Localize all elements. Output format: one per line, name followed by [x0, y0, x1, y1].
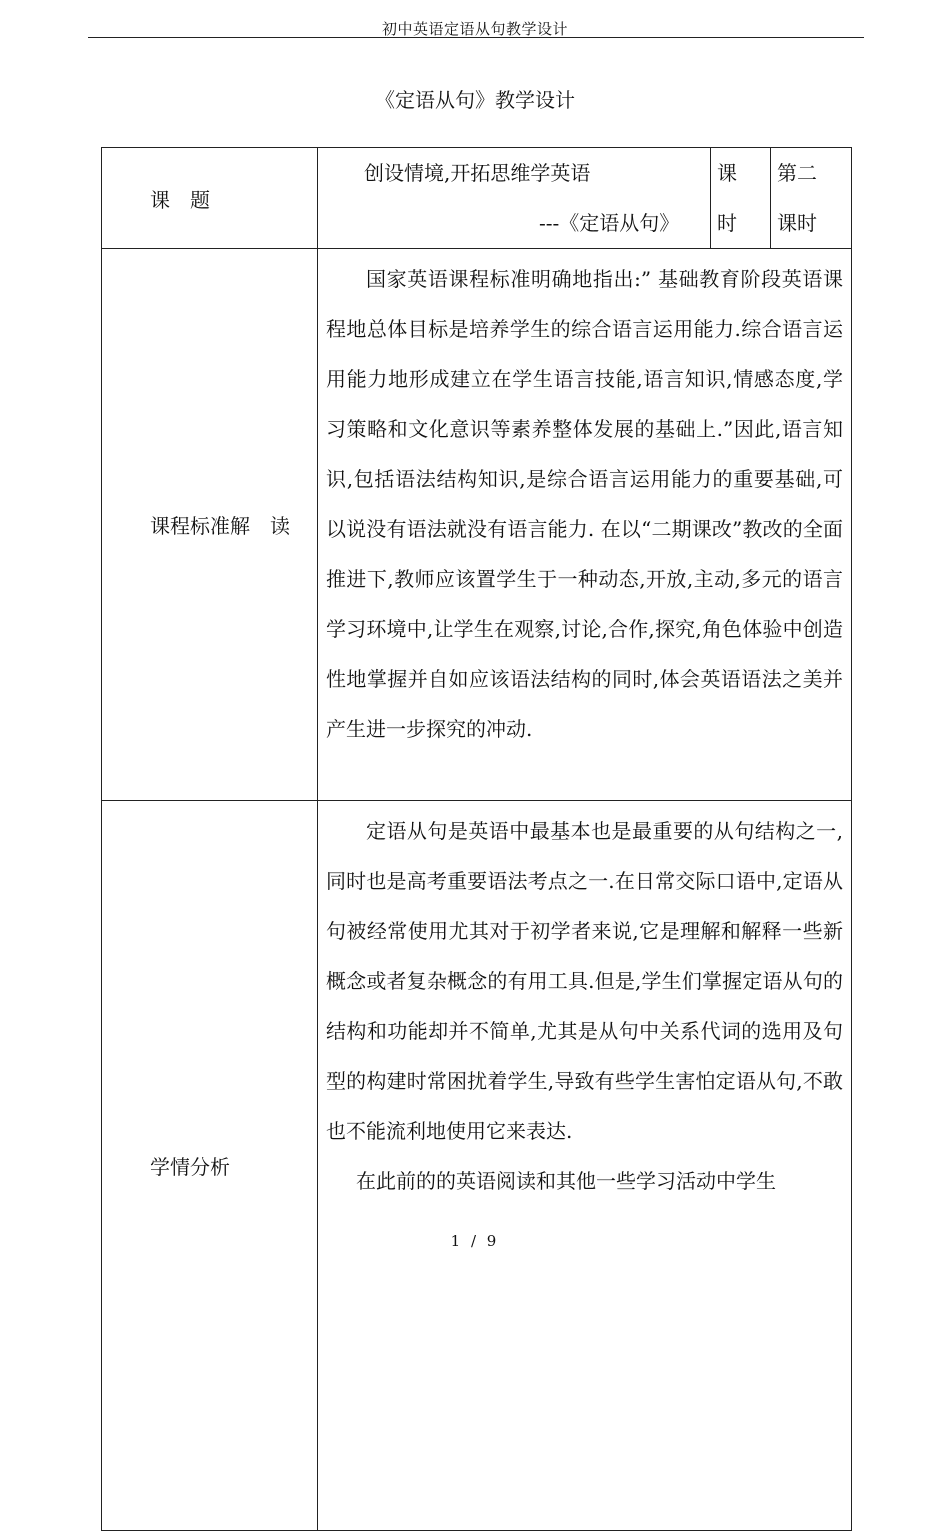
page-number: 1 / 9 — [450, 1232, 500, 1250]
topic-cell — [318, 148, 711, 249]
period-value-bottom: 课时 — [777, 211, 817, 235]
period-label-top: 课 — [717, 161, 737, 185]
label-cell-curriculum — [102, 249, 318, 801]
curriculum-label: 课程标准解 读 — [150, 514, 290, 538]
topic-line-2: ---《定语从句》 — [539, 211, 680, 235]
learner-analysis-cell — [318, 801, 852, 1531]
curriculum-cell — [318, 249, 852, 801]
lesson-plan-table — [101, 147, 852, 1531]
table-row-topic — [102, 148, 852, 249]
table-row-learner-analysis — [102, 801, 852, 1531]
topic-label: 课 题 — [150, 187, 210, 212]
header-rule — [88, 37, 864, 38]
topic-line-1: 创设情境,开拓思维学英语 — [364, 161, 591, 185]
label-cell-learner-analysis — [102, 801, 318, 1531]
learner-analysis-paragraph-2: 在此前的的英语阅读和其他一些学习活动中学生 — [356, 1169, 776, 1193]
period-value-top: 第二 — [777, 161, 817, 185]
period-label-bottom: 时 — [717, 211, 737, 235]
label-cell-topic — [102, 148, 318, 249]
table-row-curriculum — [102, 249, 852, 801]
curriculum-paragraph: 国家英语课程标准明确地指出:” 基础教育阶段英语课程地总体目标是培养学生的综合语言运用能力.综合语言运用能力地形成建立在学生语言技能,语言知识,情感态度,学习策略和文化意识等素养整体发展的基础上.”因此,语言知识,包括语法结构知识,是综合语言运用能力的重要基础,可以说没有语法就没有语言能力. 在以“二期课改”教改的全面推进下,教师应该置学生于一种动态,开放,主动,多元的语言学习环境中,让学生在观察,讨论,合作,探究,角色体验中创造性地掌握并自如应该语法结构的同时,体会英语语法之美并产生进一步探究的冲动. — [326, 267, 843, 741]
learner-analysis-label: 学情分析 — [150, 1155, 230, 1179]
document-title: 《定语从句》教学设计 — [375, 88, 575, 112]
learner-analysis-paragraph-1: 定语从句是英语中最基本也是最重要的从句结构之一,同时也是高考重要语法考点之一.在日常交际口语中,定语从句被经常使用尤其对于初学者来说,它是理解和解释一些新概念或者复杂概念的有用工具.但是,学生们掌握定语从句的结构和功能却并不简单,尤其是从句中关系代词的选用及句型的构建时常困扰着学生,导致有些学生害怕定语从句,不敢也不能流利地使用它来表达. — [326, 819, 843, 1143]
period-value-cell — [771, 148, 852, 249]
running-header: 初中英语定语从句教学设计 — [381, 20, 568, 38]
period-label-cell — [711, 148, 771, 249]
